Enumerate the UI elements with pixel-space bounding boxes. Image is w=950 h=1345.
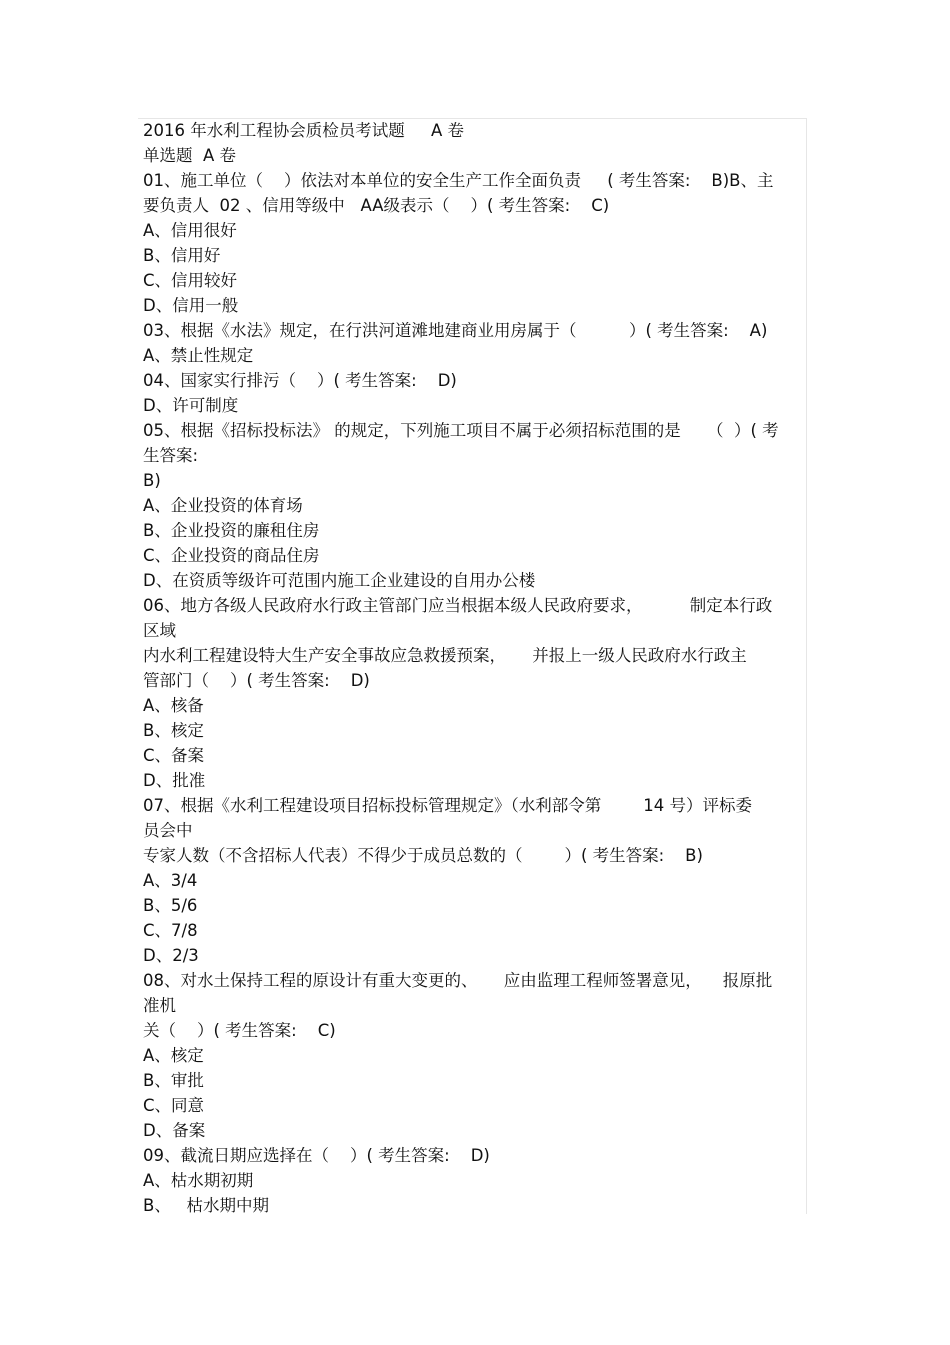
question-line: B) xyxy=(143,471,161,490)
option-line: A、禁止性规定 xyxy=(143,346,254,365)
question-line: 03、根据《水法》规定，在行洪河道滩地建商业用房属于（ ）( 考生答案: A) xyxy=(143,321,768,340)
question-line: 07、根据《水利工程建设项目招标投标管理规定》（水利部令第 14 号）评标委 xyxy=(143,796,752,815)
option-line: B、 枯水期中期 xyxy=(143,1196,270,1215)
question-line: 09、截流日期应选择在（ ）( 考生答案: D) xyxy=(143,1146,490,1165)
option-line: B、信用好 xyxy=(143,246,221,265)
option-line: C、同意 xyxy=(143,1096,205,1115)
option-line: B、核定 xyxy=(143,721,204,740)
option-line: C、7/8 xyxy=(143,921,198,940)
option-line: A、核定 xyxy=(143,1046,204,1065)
option-line: D、许可制度 xyxy=(143,396,239,415)
question-line: 内水利工程建设特大生产安全事故应急救援预案， 并报上一级人民政府水行政主 xyxy=(143,646,747,665)
question-line: 专家人数（不含招标人代表）不得少于成员总数的（ ）( 考生答案: B) xyxy=(143,846,703,865)
option-line: A、枯水期初期 xyxy=(143,1171,254,1190)
option-line: B、企业投资的廉租住房 xyxy=(143,521,320,540)
question-line: 关（ ）( 考生答案: C) xyxy=(143,1021,336,1040)
document-title: 2016 年水利工程协会质检员考试题 A 卷 xyxy=(143,121,464,140)
option-line: D、备案 xyxy=(143,1121,206,1140)
question-line: 区域 xyxy=(143,621,176,640)
option-line: A、核备 xyxy=(143,696,204,715)
option-line: A、企业投资的体育场 xyxy=(143,496,303,515)
question-line: 生答案: xyxy=(143,446,199,465)
option-line: C、企业投资的商品住房 xyxy=(143,546,320,565)
question-line: 管部门（ ）( 考生答案: D) xyxy=(143,671,370,690)
option-line: C、备案 xyxy=(143,746,205,765)
option-line: D、2/3 xyxy=(143,946,199,965)
option-line: C、信用较好 xyxy=(143,271,238,290)
option-line: A、信用很好 xyxy=(143,221,237,240)
option-line: D、在资质等级许可范围内施工企业建设的自用办公楼 xyxy=(143,571,536,590)
question-line: 要负责人 02 、信用等级中 AA级表示（ ）( 考生答案: C) xyxy=(143,196,610,215)
question-line: 06、地方各级人民政府水行政主管部门应当根据本级人民政府要求， 制定本行政 xyxy=(143,596,773,615)
option-line: B、5/6 xyxy=(143,896,198,915)
question-line: 01、施工单位（ ）依法对本单位的安全生产工作全面负责 ( 考生答案: B)B、主 xyxy=(143,171,774,190)
question-line: 员会中 xyxy=(143,821,193,840)
question-line: 05、根据《招标投标法》 的规定，下列施工项目不属于必须招标范围的是 （ ）( 考 xyxy=(143,421,779,440)
option-line: B、审批 xyxy=(143,1071,204,1090)
question-line: 准机 xyxy=(143,996,176,1015)
option-line: D、信用一般 xyxy=(143,296,239,315)
option-line: A、3/4 xyxy=(143,871,198,890)
question-line: 04、国家实行排污（ ）( 考生答案: D) xyxy=(143,371,457,390)
question-line: 08、对水土保持工程的原设计有重大变更的、 应由监理工程师签署意见， 报原批 xyxy=(143,971,773,990)
option-line: D、批准 xyxy=(143,771,206,790)
section-heading: 单选题 A 卷 xyxy=(143,146,237,165)
document-body xyxy=(143,118,808,1218)
